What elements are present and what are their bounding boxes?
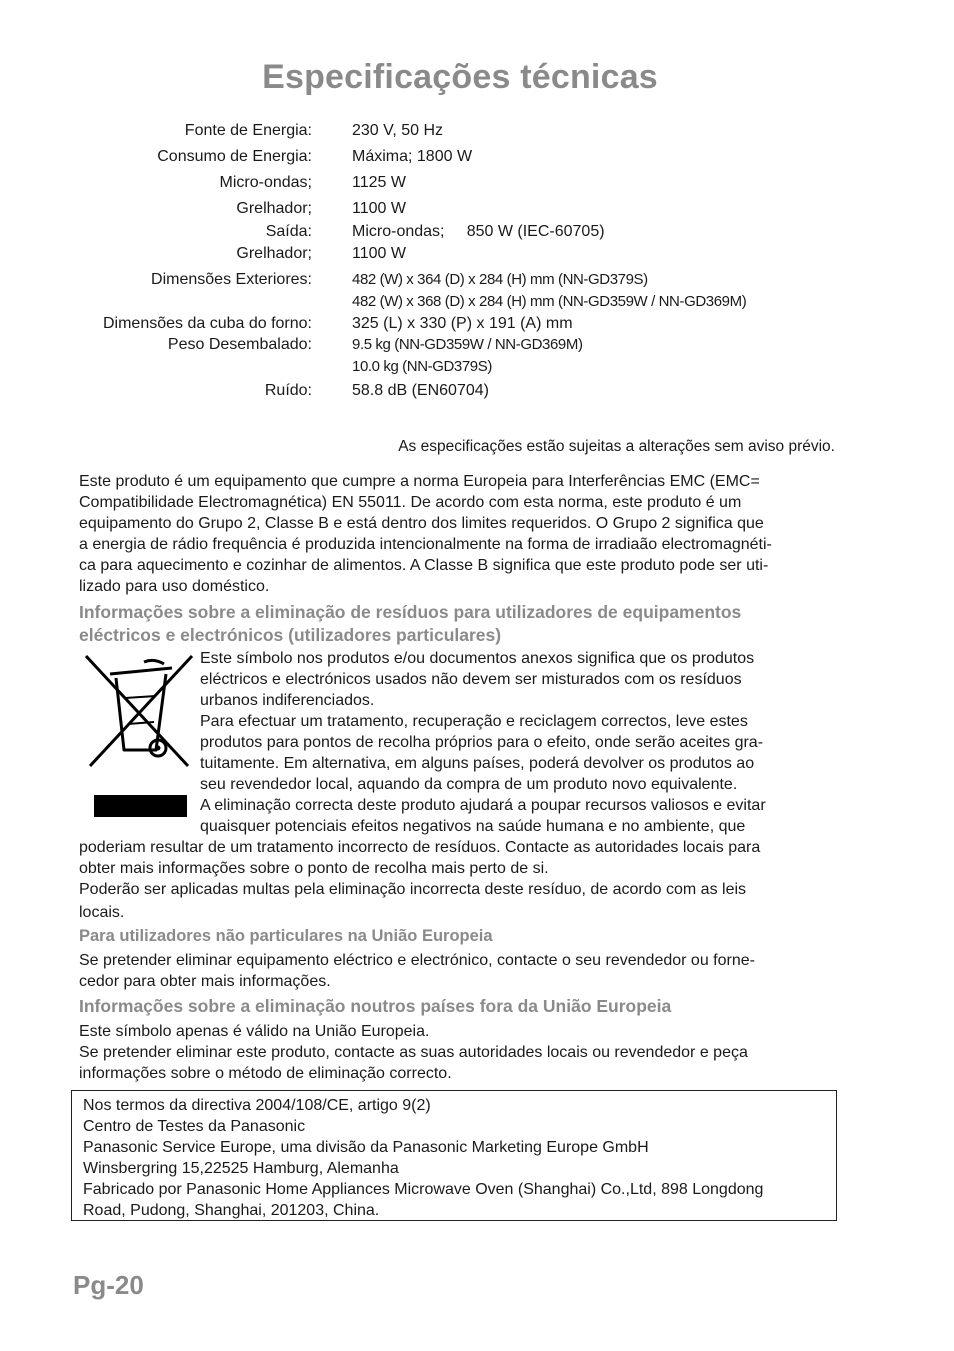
spec-label-noise: Ruído: xyxy=(264,382,312,399)
spec-label-ext-dimensions: Dimensões Exteriores: xyxy=(151,271,312,288)
spec-label-grill: Grelhador; xyxy=(236,200,312,217)
page-number: Pg-20 xyxy=(73,1270,144,1300)
spec-label-consumption: Consumo de Energia: xyxy=(157,148,312,165)
emc-line: a energia de rádio frequência é produzida intencionalmente na forma de irradiaão electromagnéti- xyxy=(79,536,772,553)
spec-value-cavity: 325 (L) x 330 (P) x 191 (A) mm xyxy=(352,315,573,332)
other-line: Este símbolo apenas é válido na União Europeia. xyxy=(79,1023,430,1040)
emc-line: Este produto é um equipamento que cumpre a norma Europeia para Interferências EMC (EMC= xyxy=(79,473,760,490)
waste-line: seu revendedor local, aquando da compra de um produto novo equivalente. xyxy=(200,776,738,793)
emc-line: equipamento do Grupo 2, Classe B e está dentro dos limites requeridos. O Grupo 2 significa que xyxy=(79,515,764,532)
directive-line: Fabricado por Panasonic Home Appliances Microwave Oven (Shanghai) Co.,Ltd, 898 Longdong xyxy=(83,1181,764,1198)
other-countries-heading: Informações sobre a eliminação noutros países fora da União Europeia xyxy=(79,996,672,1016)
spec-value-microwave: 1125 W xyxy=(352,174,406,191)
directive-box xyxy=(71,1090,837,1221)
directive-line: Centro de Testes da Panasonic xyxy=(83,1118,306,1135)
waste-line: Para efectuar um tratamento, recuperação e reciclagem correctos, leve estes xyxy=(200,713,748,730)
waste-side-text xyxy=(200,648,766,837)
directive-line: Road, Pudong, Shanghai, 201203, China. xyxy=(83,1202,380,1219)
business-line: cedor para obter mais informações. xyxy=(79,973,331,990)
waste-line: tuitamente. Em alternativa, em alguns países, poderá devolver os produtos ao xyxy=(200,755,755,772)
spec-value-ext-dimensions-2: 482 (W) x 368 (D) x 284 (H) mm (NN-GD359W / NN-GD369M) xyxy=(352,293,747,310)
spec-label-weight: Peso Desembalado: xyxy=(167,336,312,353)
waste-line: produtos para pontos de recolha próprios para o efeito, onde serão aceites gra- xyxy=(200,734,764,751)
spec-value-output-grill: 1100 W xyxy=(352,245,406,262)
spec-label-microwave: Micro-ondas; xyxy=(219,174,312,191)
directive-text xyxy=(83,1095,763,1221)
spec-value-grill: 1100 W xyxy=(352,200,406,217)
waste-line: poderiam resultar de um tratamento incorrecto de resíduos. Contacte as autoridades locais para xyxy=(79,839,761,856)
spec-label-cavity: Dimensões da cuba do forno: xyxy=(102,315,312,332)
waste-line: eléctricos e electrónicos usados não devem ser misturados com os resíduos xyxy=(200,671,742,688)
business-text xyxy=(79,950,755,992)
spec-value-power-source: 230 V, 50 Hz xyxy=(352,122,444,139)
directive-line: Winsbergring 15,22525 Hamburg, Alemanha xyxy=(83,1160,399,1177)
disclaimer: As especificações estão sujeitas a alterações sem aviso prévio. xyxy=(398,438,835,455)
emc-line: lizado para uso doméstico. xyxy=(79,578,270,595)
emc-line: ca para aquecimento e cozinhar de alimentos. A Classe B significa que este produto pode ser uti- xyxy=(79,557,769,574)
emc-line: Compatibilidade Electromagnética) EN 55011. De acordo com esta norma, este produto é um xyxy=(79,494,742,511)
waste-line: Poderão ser aplicadas multas pela eliminação incorrecta deste resíduo, de acordo com as leis xyxy=(79,881,747,898)
waste-line: A eliminação correcta deste produto ajudará a poupar recursos valiosos e evitar xyxy=(200,797,766,814)
waste-full-text xyxy=(79,837,760,923)
weee-black-bar xyxy=(94,795,187,817)
spec-value-output: Micro-ondas; 850 W (IEC-60705) xyxy=(352,223,605,240)
waste-line: quaisquer potenciais efeitos negativos na saúde humana e no ambiente, que xyxy=(200,818,746,835)
waste-line: urbanos indiferenciados. xyxy=(200,692,375,709)
crossed-out-wheelie-bin-icon xyxy=(84,654,196,774)
other-countries-text xyxy=(79,1021,748,1084)
waste-heading-line-2: eléctricos e electrónicos (utilizadores particulares) xyxy=(79,625,502,645)
spec-value-noise: 58.8 dB (EN60704) xyxy=(352,382,489,399)
waste-line: Este símbolo nos produtos e/ou documentos anexos significa que os produtos xyxy=(200,650,755,667)
spec-label-output-grill: Grelhador; xyxy=(236,245,312,262)
spec-label-power-source: Fonte de Energia: xyxy=(184,122,312,139)
other-line: informações sobre o método de eliminação correcto. xyxy=(79,1065,452,1082)
waste-line: locais. xyxy=(79,904,125,921)
waste-heading-line-1: Informações sobre a eliminação de resíduos para utilizadores de equipamentos xyxy=(79,602,742,622)
emc-paragraph xyxy=(79,471,844,597)
spec-value-ext-dimensions-1: 482 (W) x 364 (D) x 284 (H) mm (NN-GD379S) xyxy=(352,271,648,288)
page-title: Especificações técnicas xyxy=(262,58,658,96)
spec-value-consumption: Máxima; 1800 W xyxy=(352,148,473,165)
directive-line: Nos termos da directiva 2004/108/CE, artigo 9(2) xyxy=(83,1097,431,1114)
spec-label-output: Saída: xyxy=(265,223,312,240)
waste-line: obter mais informações sobre o ponto de recolha mais perto de si. xyxy=(79,860,549,877)
directive-line: Panasonic Service Europe, uma divisão da Panasonic Marketing Europe GmbH xyxy=(83,1139,649,1156)
spec-value-weight-2: 10.0 kg (NN-GD379S) xyxy=(352,358,492,375)
business-line: Se pretender eliminar equipamento eléctrico e electrónico, contacte o seu revendedor ou forne- xyxy=(79,952,755,969)
other-line: Se pretender eliminar este produto, contacte as suas autoridades locais ou revendedor e peça xyxy=(79,1044,748,1061)
spec-value-weight-1: 9.5 kg (NN-GD359W / NN-GD369M) xyxy=(352,336,583,353)
business-heading: Para utilizadores não particulares na União Europeia xyxy=(79,927,493,945)
